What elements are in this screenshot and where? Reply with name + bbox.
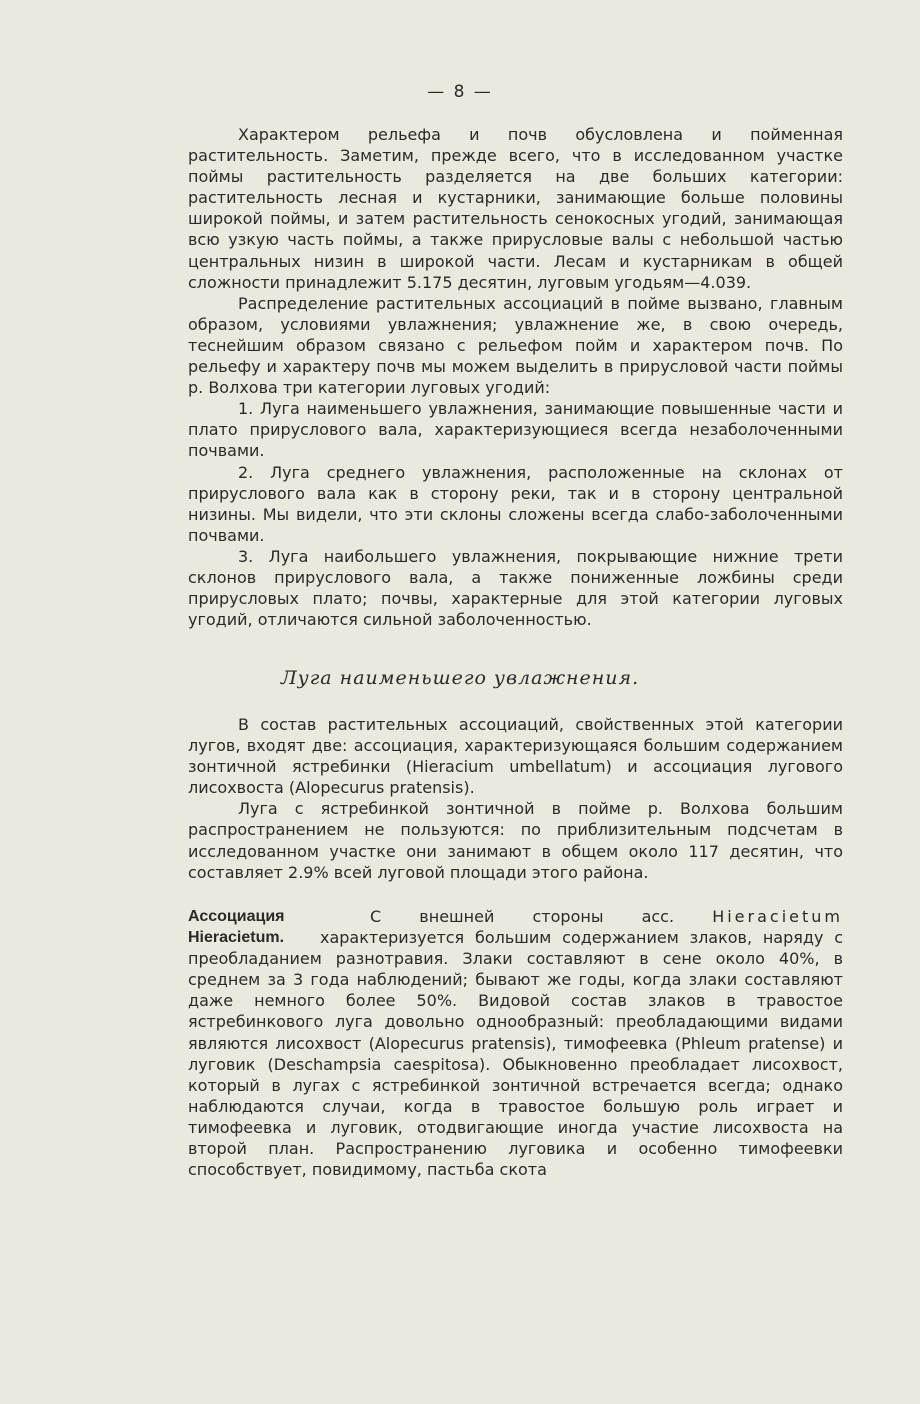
side-heading-line: Hieracietum. [188,929,285,947]
paragraph: Луга с ястребинкой зонтичной в пойме р. Волхова большим распространением не пользуются: по приблизительным подсчетам в исследованном участке они занимают в общем около 117 десятин, что составляет 2.9% всей луговой площади этого района. [188,799,843,882]
side-heading [188,906,316,948]
list-item: 2. Луга среднего увлажнения, расположенные на склонах от прируслового вала как в сторону реки, так и в сторону центральной низины. Мы видели, что эти склоны сложены всегда слабо-заболоченными почвами. [188,462,843,545]
association-section [188,906,843,1180]
list-item: 1. Луга наименьшего увлажнения, занимающие повышенные части и плато прируслового вала, характеризующиеся всегда незаболоченными почвами. [188,399,843,461]
body-section-1 [188,124,843,630]
side-heading-line: Ассоциация [188,908,285,925]
text-run: С внешней стороны асс. [370,907,713,926]
paragraph: Распределение растительных ассоциаций в пойме вызвано, главным образом, условиями увлажнения; увлажнение же, в свою очередь, теснейшим образом связано с рельефом пойм и характером почв. По рельефу и характеру почв мы можем выделить в прирусловой части поймы р. Волхова три категории луговых угодий: [188,293,843,398]
paragraph: В состав растительных ассоциаций, свойственных этой категории лугов, входят две: ассоциация, характеризующаяся большим содержанием зонтичной ястребинки (Hieracium umbellatum) и ассоциация лугового лисохвоста (Alopecurus pratensis). [188,715,843,798]
list-item: 3. Луга наибольшего увлажнения, покрывающие нижние трети склонов прируслового вала, а также пониженные ложбины среди прирусловых плато; почвы, характерные для этой категории луговых угодий, отличаются сильной заболоченностью. [188,546,843,630]
page-number: — 8 — [427,82,493,102]
text-run: характеризуется большим содержанием злаков, наряду с преобладанием разнотравия. Злаки составляют в сене около 40%, в среднем за 3 года наблюдений; бывают же годы, когда злаки составляют даже немного более 50%. Видовой состав злаков в травостое ястребинкового луга довольно однообразный: преобладающими видами являются лисохвост (Alopecurus pratensis), тимофеевка (Phleum pratense) и луговик (Deschampsia caespitosa). Обыкновенно преобладает лисохвост, который в лугах с ястребинкой зонтичной встречается всегда; однако наблюдаются случаи, когда в травостое большую роль играет и тимофеевка и луговик, отодвигающие иногда участие лисохвоста на второй план. Распространению луговика и особенно тимофеевки способствует, повидимому, пастьба скота [188,928,843,1180]
body-section-2 [188,714,843,883]
section-heading: Луга наименьшего увлажнения. [280,667,640,689]
spaced-term: Hieracietum [712,907,843,926]
paragraph: Характером рельефа и почв обусловлена и пойменная растительность. Заметим, прежде всего, что в исследованном участке поймы растительность разделяется на две больших категории: растительность лесная и кустарники, занимающие больше половины широкой поймы, и затем растительность сенокосных угодий, занимающая всю узкую часть поймы, а также прирусловые валы с небольшой частью центральных низин в широкой части. Лесам и кустарникам в общей сложности принадлежит 5.175 десятин, луговым угодьям—4.039. [188,125,843,292]
